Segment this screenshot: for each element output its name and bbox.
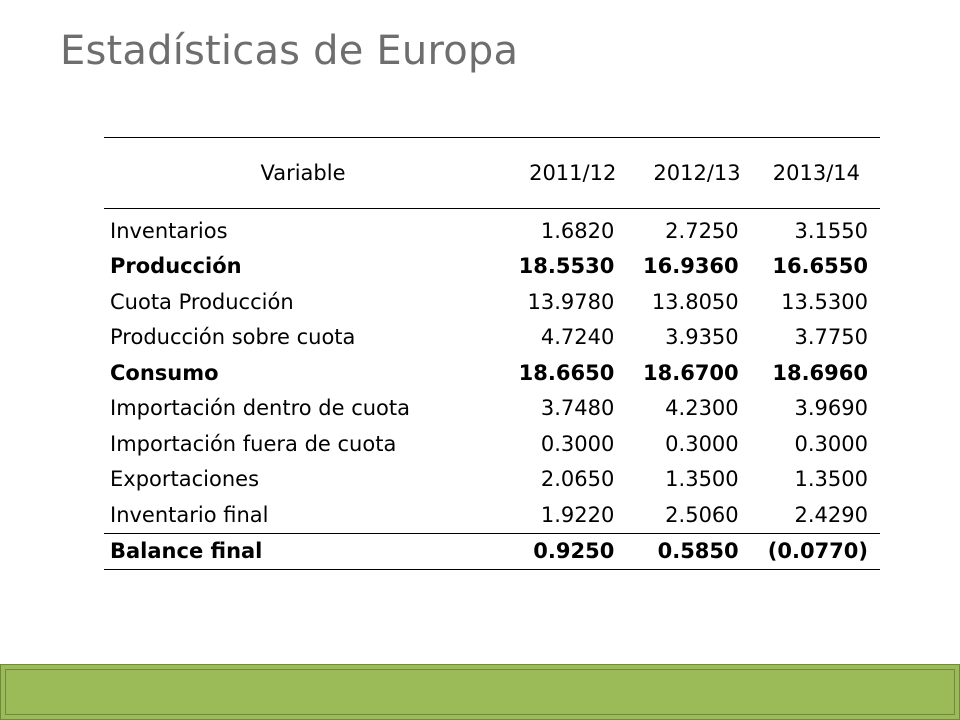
cell-value: 2.0650 <box>540 467 615 492</box>
cell-value: 3.9350 <box>665 325 739 350</box>
table-row <box>104 355 880 391</box>
slide-title: Estadísticas de Europa <box>60 28 519 74</box>
row-label: Balance final <box>104 533 502 570</box>
row-label: Inventarios <box>110 218 228 243</box>
cell-value: 4.2300 <box>665 396 739 421</box>
cell-value: 3.7480 <box>540 396 615 421</box>
cell-value: 13.5300 <box>781 289 868 314</box>
cell-value: 18.6960 <box>772 360 868 385</box>
cell-value: 3.9690 <box>794 396 868 421</box>
header-2011-12: 2011/12 <box>502 138 626 209</box>
footer-inner-border <box>5 669 955 715</box>
table-row <box>104 497 880 533</box>
table-row <box>104 320 880 356</box>
table-row-total <box>104 533 880 570</box>
header-variable: Variable <box>104 138 502 209</box>
cell-value: (0.0770) <box>751 533 880 570</box>
europe-statistics-table <box>104 137 880 570</box>
cell-value: 1.3500 <box>794 467 868 492</box>
row-label: Exportaciones <box>110 467 260 492</box>
cell-value: 2.7250 <box>665 218 739 243</box>
table-row <box>104 391 880 427</box>
table-header-row <box>104 138 880 209</box>
cell-value: 0.3000 <box>794 431 868 456</box>
row-label: Cuota Producción <box>110 289 294 314</box>
cell-value: 3.7750 <box>794 325 868 350</box>
cell-value: 18.5530 <box>518 254 615 279</box>
table-row <box>104 426 880 462</box>
table-row <box>104 284 880 320</box>
cell-value: 1.6820 <box>540 218 615 243</box>
cell-value: 13.8050 <box>651 289 739 314</box>
row-label: Inventario final <box>110 502 269 527</box>
cell-value: 3.1550 <box>794 218 868 243</box>
cell-value: 0.3000 <box>665 431 739 456</box>
row-label: Importación dentro de cuota <box>110 396 410 421</box>
cell-value: 18.6650 <box>518 360 615 385</box>
row-label: Consumo <box>110 360 219 385</box>
cell-value: 2.5060 <box>665 502 739 527</box>
row-label: Producción sobre cuota <box>110 325 356 350</box>
cell-value: 1.3500 <box>665 467 739 492</box>
cell-value: 0.3000 <box>540 431 615 456</box>
table-row <box>104 209 880 249</box>
header-2012-13: 2012/13 <box>626 138 750 209</box>
cell-value: 13.9780 <box>527 289 615 314</box>
cell-value: 4.7240 <box>540 325 615 350</box>
cell-value: 1.9220 <box>540 502 615 527</box>
cell-value: 18.6700 <box>643 360 739 385</box>
header-2013-14: 2013/14 <box>751 138 880 209</box>
row-label: Importación fuera de cuota <box>110 431 397 456</box>
cell-value: 0.5850 <box>626 533 750 570</box>
cell-value: 0.9250 <box>502 533 626 570</box>
cell-value: 16.6550 <box>772 254 868 279</box>
cell-value: 16.9360 <box>643 254 739 279</box>
cell-value: 2.4290 <box>794 502 868 527</box>
footer-bar <box>0 664 960 720</box>
table-row <box>104 462 880 498</box>
table-row <box>104 249 880 285</box>
row-label: Producción <box>110 254 242 279</box>
